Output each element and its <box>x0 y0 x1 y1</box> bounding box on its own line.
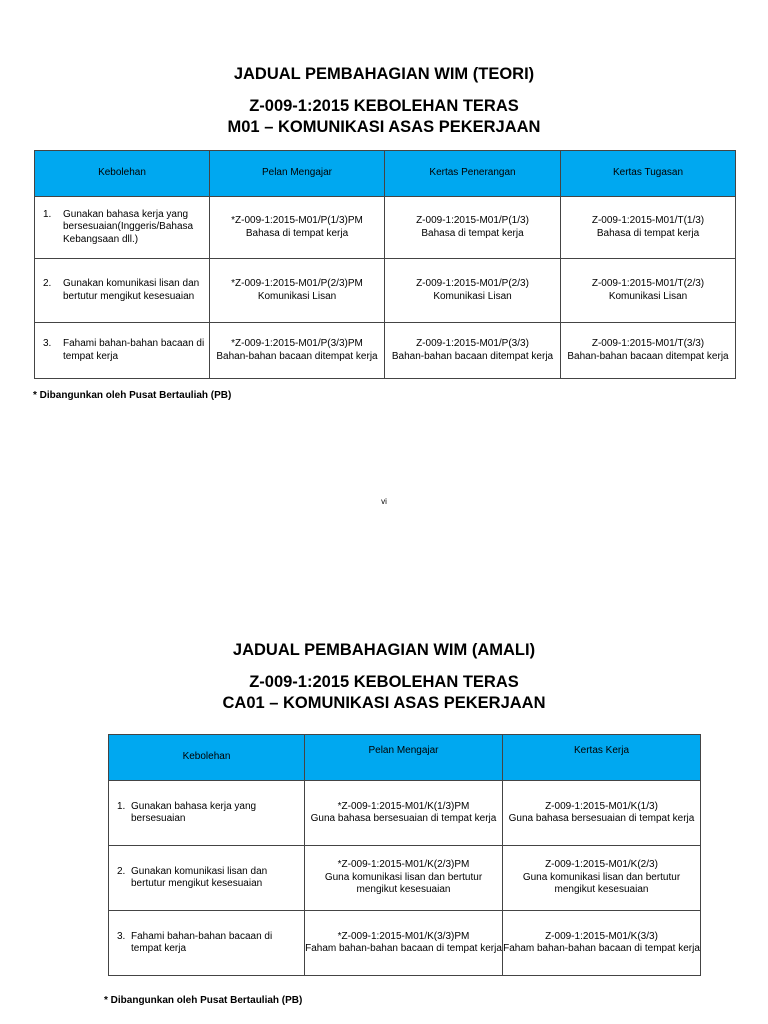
section1-title: JADUAL PEMBAHAGIAN WIM (TEORI) <box>233 65 535 83</box>
ability-cell <box>109 801 304 826</box>
ability-text: Gunakan bahasa kerja yang bersesuaian <box>131 800 257 824</box>
ability-cell <box>109 931 304 956</box>
header-pelan-mengajar: Pelan Mengajar <box>210 151 385 197</box>
row-number: 3. <box>117 930 126 942</box>
header-kertas-tugasan: Kertas Tugasan <box>561 151 736 197</box>
penerangan-title: Bahan-bahan bacaan ditempat kerja <box>391 350 554 362</box>
row-number: 2. <box>43 278 52 289</box>
teori-table <box>34 150 736 379</box>
section1-module-title: M01 – KOMUNIKASI ASAS PEKERJAAN <box>227 118 541 136</box>
pelan-code: *Z-009-1:2015-M01/P(3/3)PM <box>231 338 363 349</box>
ability-cell <box>109 866 304 891</box>
ability-text: Gunakan komunikasi lisan dan bertutur mengikut kesesuaian <box>131 865 268 889</box>
ability-cell <box>35 278 209 303</box>
pelan-title: Guna bahasa bersesuaian di tempat kerja <box>310 813 497 824</box>
table-row <box>35 323 736 379</box>
tugasan-title: Komunikasi Lisan <box>608 290 688 302</box>
penerangan-code: Z-009-1:2015-M01/P(2/3) <box>416 278 529 289</box>
pelan-title: Bahasa di tempat kerja <box>245 227 349 239</box>
header-kertas-kerja: Kertas Kerja <box>503 735 701 781</box>
pelan-title: Faham bahan-bahan bacaan di tempat kerja <box>305 943 502 954</box>
pelan-code: *Z-009-1:2015-M01/P(2/3)PM <box>231 278 363 289</box>
section1-subtitle: Z-009-1:2015 KEBOLEHAN TERAS <box>249 97 519 115</box>
table-row <box>109 781 701 846</box>
section2-module-title: CA01 – KOMUNIKASI ASAS PEKERJAAN <box>222 694 546 712</box>
kerja-title: Guna bahasa bersesuaian di tempat kerja <box>508 813 695 824</box>
table-header-row <box>35 151 736 197</box>
header-kebolehan: Kebolehan <box>109 735 305 781</box>
ability-text: Fahami bahan-bahan bacaan di tempat kerja <box>63 338 205 362</box>
ability-cell <box>35 209 209 247</box>
row-number: 1. <box>117 800 126 812</box>
header-kebolehan: Kebolehan <box>35 151 210 197</box>
section2-subtitle: Z-009-1:2015 KEBOLEHAN TERAS <box>249 673 519 691</box>
penerangan-code: Z-009-1:2015-M01/P(3/3) <box>416 338 529 349</box>
row-number: 2. <box>117 865 126 877</box>
table-row <box>109 911 701 976</box>
kerja-code: Z-009-1:2015-M01/K(2/3) <box>545 859 658 871</box>
tugasan-title: Bahasa di tempat kerja <box>596 227 700 239</box>
kerja-code: Z-009-1:2015-M01/K(1/3) <box>545 800 658 812</box>
pelan-code: *Z-009-1:2015-M01/K(3/3)PM <box>337 930 470 942</box>
table-header-row <box>109 735 701 781</box>
pelan-title: Guna komunikasi lisan dan bertutur mengikut kesesuaian <box>324 871 483 896</box>
pelan-title: Komunikasi Lisan <box>257 290 337 302</box>
section2-title: JADUAL PEMBAHAGIAN WIM (AMALI) <box>232 641 536 659</box>
tugasan-code: Z-009-1:2015-M01/T(1/3) <box>591 215 705 226</box>
kerja-code: Z-009-1:2015-M01/K(3/3) <box>545 930 658 942</box>
row-number: 3. <box>43 338 52 349</box>
page-number: vi <box>381 497 387 506</box>
penerangan-title: Komunikasi Lisan <box>433 290 512 302</box>
penerangan-title: Bahasa di tempat kerja <box>421 227 524 239</box>
header-pelan-mengajar: Pelan Mengajar <box>305 735 503 781</box>
ability-text: Fahami bahan-bahan bacaan di tempat kerja <box>131 930 273 954</box>
ability-text: Gunakan bahasa kerja yang bersesuaian(Inggeris/Bahasa Kebangsaan dll.) <box>63 208 194 245</box>
header-kertas-penerangan: Kertas Penerangan <box>385 151 561 197</box>
table-row <box>35 259 736 323</box>
kerja-title: Faham bahan-bahan bacaan di tempat kerja <box>503 943 700 954</box>
section2-footnote: * Dibangunkan oleh Pusat Bertauliah (PB) <box>104 995 303 1006</box>
ability-text: Gunakan komunikasi lisan dan bertutur mengikut kesesuaian <box>63 278 200 302</box>
pelan-code: *Z-009-1:2015-M01/K(2/3)PM <box>337 859 470 871</box>
table-row <box>109 846 701 911</box>
table-row <box>35 197 736 259</box>
ability-cell <box>35 338 209 363</box>
amali-table <box>108 734 701 976</box>
tugasan-code: Z-009-1:2015-M01/T(2/3) <box>591 278 705 289</box>
pelan-code: *Z-009-1:2015-M01/P(1/3)PM <box>231 215 363 226</box>
section1-footnote: * Dibangunkan oleh Pusat Bertauliah (PB) <box>33 390 232 401</box>
tugasan-title: Bahan-bahan bacaan ditempat kerja <box>567 350 729 362</box>
pelan-title: Bahan-bahan bacaan ditempat kerja <box>216 350 378 362</box>
row-number: 1. <box>43 208 52 220</box>
pelan-code: *Z-009-1:2015-M01/K(1/3)PM <box>337 800 470 812</box>
kerja-title: Guna komunikasi lisan dan bertutur mengikut kesesuaian <box>522 871 681 896</box>
penerangan-code: Z-009-1:2015-M01/P(1/3) <box>416 215 529 226</box>
tugasan-code: Z-009-1:2015-M01/T(3/3) <box>591 338 705 349</box>
